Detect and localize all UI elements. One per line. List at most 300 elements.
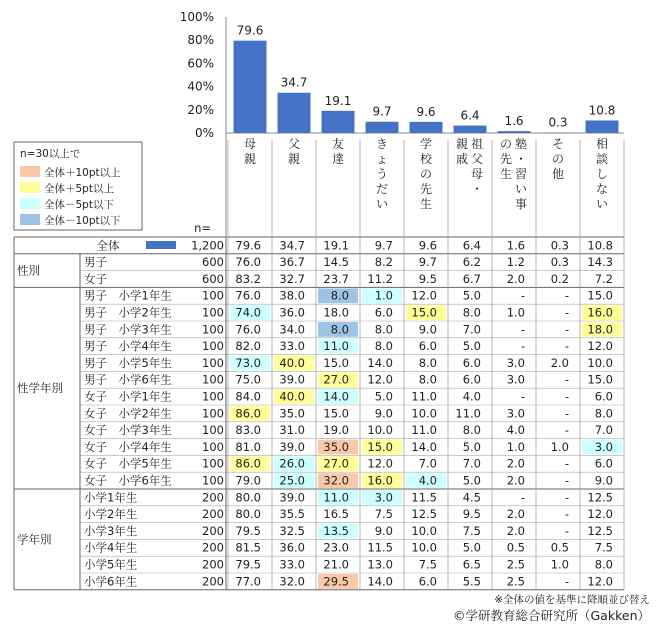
table-cell: 34.7 [279, 238, 305, 253]
table-cell: 14.3 [587, 255, 613, 270]
table-cell: 32.5 [279, 523, 305, 538]
table-n-cell: 100 [202, 288, 224, 303]
table-cell: 7.5 [374, 507, 393, 522]
table-cell: 6.5 [462, 557, 481, 572]
table-cell: 13.5 [323, 523, 349, 538]
column-header-char: い [595, 197, 609, 211]
table-cell: 2.5 [506, 557, 525, 572]
table-cell: 27.0 [323, 456, 349, 471]
table-cell: 0.5 [550, 540, 569, 555]
table-row-label: 女子 小学5年生 [84, 456, 172, 471]
column-header-char: 校 [419, 152, 433, 166]
table-cell: 14.5 [323, 255, 349, 270]
column-header-char: ょ [375, 152, 389, 166]
bar-value-label: 34.7 [280, 75, 308, 90]
column-header-char: い [375, 197, 389, 211]
table-cell: 11.0 [455, 406, 481, 421]
table-row-label: 女子 小学6年生 [84, 473, 172, 488]
table-n-cell: 200 [202, 540, 224, 555]
table-n-cell: 100 [202, 423, 224, 438]
table-cell: 1.0 [550, 439, 569, 454]
table-cell: 1.0 [374, 288, 393, 303]
table-n-cell: 1,200 [191, 238, 224, 253]
table-row-label: 女子 小学1年生 [84, 389, 172, 404]
table-cell: 5.0 [462, 439, 481, 454]
table-n-cell: 100 [202, 305, 224, 320]
group-label: 性別 [17, 263, 40, 278]
table-cell: 15.0 [411, 305, 437, 320]
table-cell: - [564, 389, 569, 404]
table-n-cell: 200 [202, 574, 224, 589]
table-row-label: 女子 小学4年生 [84, 439, 172, 454]
table-cell: 18.0 [323, 305, 349, 320]
table-cell: 83.2 [235, 271, 261, 286]
table-cell: 6.0 [594, 389, 613, 404]
column-header-char: 先 [419, 182, 433, 196]
table-cell: 27.0 [323, 372, 349, 387]
table-cell: 21.0 [323, 557, 349, 572]
table-cell: 5.0 [374, 389, 393, 404]
table-cell: 33.0 [279, 557, 305, 572]
table-cell: 7.5 [462, 523, 481, 538]
table-cell: - [564, 507, 569, 522]
bar-4 [366, 122, 399, 133]
table-row-label: 女子 小学3年生 [84, 423, 172, 438]
table-cell: 76.0 [235, 255, 261, 270]
table-cell: 12.0 [587, 339, 613, 354]
bar-value-label: 1.6 [504, 114, 524, 129]
bar-5 [410, 122, 443, 133]
column-header-char: ・ [470, 182, 484, 196]
table-row-label: 女子 小学2年生 [84, 406, 172, 421]
table-cell: 9.0 [374, 523, 393, 538]
table-cell: 1.0 [506, 439, 525, 454]
legend-title: n=30以上で [20, 148, 81, 160]
table-cell: 73.0 [235, 355, 261, 370]
table-cell: 15.0 [323, 355, 349, 370]
table-cell: 0.5 [506, 540, 525, 555]
table-row-label: 男子 小学3年生 [84, 322, 172, 337]
table-cell: 5.0 [462, 473, 481, 488]
table-cell: 86.0 [235, 406, 261, 421]
y-tick-label: 80% [187, 33, 214, 48]
table-cell: 6.0 [462, 355, 481, 370]
column-header-char: 習 [514, 167, 528, 181]
table-cell: 15.0 [367, 439, 393, 454]
column-header-char: 他 [551, 167, 565, 181]
table-cell: 9.7 [418, 255, 437, 270]
table-cell: 7.5 [594, 540, 613, 555]
table-cell: 3.0 [374, 490, 393, 505]
column-header-char: う [375, 167, 389, 181]
column-header-char: 事 [514, 197, 528, 211]
table-cell: 80.0 [235, 490, 261, 505]
table-cell: 11.2 [367, 271, 393, 286]
table-cell: 12.0 [587, 507, 613, 522]
table-cell: 83.0 [235, 423, 261, 438]
table-n-cell: 100 [202, 389, 224, 404]
footnote: ※全体の値を基準に降順並び替え [494, 593, 650, 606]
table-cell: 8.0 [462, 423, 481, 438]
table-row-label: 小学2年生 [84, 507, 138, 522]
table-cell: - [520, 322, 525, 337]
table-row-label: 男子 小学4年生 [84, 339, 172, 354]
table-cell: 16.5 [323, 507, 349, 522]
table-cell: 82.0 [235, 339, 261, 354]
table-cell: 6.0 [418, 574, 437, 589]
table-cell: - [520, 389, 525, 404]
group-label: 性学年別 [17, 381, 63, 396]
table-row-label: 男子 [84, 255, 107, 270]
bar-value-label: 9.7 [372, 104, 392, 119]
bar-1 [234, 41, 267, 133]
group-label: 学年別 [17, 532, 52, 547]
column-header-char: 戚 [455, 152, 469, 166]
table-cell: 9.7 [374, 238, 393, 253]
table-cell: 4.0 [418, 473, 437, 488]
legend-item-label: 全体－5pt以下 [44, 199, 114, 211]
table-cell: 10.0 [367, 423, 393, 438]
bar-9 [586, 120, 619, 133]
table-cell: 12.0 [367, 456, 393, 471]
table-cell: 7.0 [418, 456, 437, 471]
table-cell: 19.0 [323, 423, 349, 438]
table-cell: 8.0 [330, 288, 349, 303]
table-cell: 1.2 [506, 255, 525, 270]
table-cell: 2.0 [506, 523, 525, 538]
column-header-char: な [595, 182, 609, 196]
table-cell: 39.0 [279, 490, 305, 505]
column-header-char: 親 [243, 152, 257, 166]
y-tick-label: 60% [187, 56, 214, 71]
table-n-cell: 100 [202, 372, 224, 387]
table-cell: 15.0 [587, 372, 613, 387]
table-cell: 10.0 [411, 523, 437, 538]
table-cell: 33.0 [279, 339, 305, 354]
table-cell: 35.0 [279, 406, 305, 421]
table-cell: 9.0 [418, 322, 437, 337]
table-cell: 35.5 [279, 507, 305, 522]
column-header-char: 塾 [514, 137, 528, 151]
bar-6 [454, 126, 487, 133]
table-cell: 10.0 [411, 406, 437, 421]
table-cell: 32.0 [279, 574, 305, 589]
table-cell: 36.7 [279, 255, 305, 270]
table-cell: 2.5 [506, 574, 525, 589]
bar-value-label: 79.6 [236, 23, 264, 38]
column-header-char: の [551, 152, 565, 166]
table-cell: 1.6 [506, 238, 525, 253]
column-header-char: 母 [470, 167, 484, 181]
table-cell: 40.0 [279, 389, 305, 404]
column-header-char: 父 [287, 137, 301, 151]
column-header-char: 先 [499, 152, 513, 166]
table-cell: 79.6 [235, 238, 261, 253]
table-cell: 75.0 [235, 372, 261, 387]
table-n-cell: 100 [202, 439, 224, 454]
table-n-cell: 200 [202, 507, 224, 522]
table-cell: 8.0 [418, 372, 437, 387]
copyright: ©学研教育総合研究所（Gakken） [453, 607, 650, 623]
table-cell: 12.0 [367, 372, 393, 387]
y-tick-label: 20% [187, 102, 214, 117]
table-n-cell: 200 [202, 490, 224, 505]
table-cell: 5.0 [462, 339, 481, 354]
table-cell: 16.0 [367, 473, 393, 488]
column-header-char: 学 [419, 137, 433, 151]
table-cell: 6.0 [374, 305, 393, 320]
column-header-char: 祖 [470, 137, 484, 151]
table-cell: 12.0 [411, 288, 437, 303]
column-header-char: い [514, 182, 528, 196]
column-header-char: 友 [331, 137, 345, 151]
table-n-cell: 100 [202, 355, 224, 370]
table-cell: 8.0 [594, 406, 613, 421]
table-cell: 1.0 [506, 305, 525, 320]
table-cell: 6.7 [462, 271, 481, 286]
table-cell: 76.0 [235, 288, 261, 303]
table-cell: 6.0 [462, 372, 481, 387]
table-cell: 79.5 [235, 557, 261, 572]
bar-value-label: 0.3 [548, 115, 568, 130]
table-cell: 11.5 [411, 490, 437, 505]
table-cell: 18.0 [587, 322, 613, 337]
table-cell: 34.0 [279, 322, 305, 337]
table-cell: 79.0 [235, 473, 261, 488]
table-cell: 2.0 [506, 271, 525, 286]
table-cell: 5.0 [462, 540, 481, 555]
table-cell: - [564, 322, 569, 337]
table-n-cell: 100 [202, 456, 224, 471]
table-cell: 6.0 [594, 456, 613, 471]
table-n-cell: 200 [202, 557, 224, 572]
table-cell: 7.0 [462, 322, 481, 337]
n-label: n= [194, 221, 211, 235]
table-cell: 8.0 [374, 322, 393, 337]
legend-swatch [20, 198, 40, 209]
table-cell: - [564, 305, 569, 320]
column-header-char: 親 [455, 137, 469, 151]
table-n-cell: 100 [202, 339, 224, 354]
table-cell: 23.0 [323, 540, 349, 555]
table-cell: 23.7 [323, 271, 349, 286]
table-cell: 36.0 [279, 540, 305, 555]
table-cell: - [564, 523, 569, 538]
table-cell: 5.0 [462, 288, 481, 303]
column-header-char: 生 [419, 197, 433, 211]
table-cell: 1.0 [550, 557, 569, 572]
table-cell: 35.0 [323, 439, 349, 454]
table-cell: 9.5 [462, 507, 481, 522]
legend-swatch [20, 214, 40, 225]
table-cell: 74.0 [235, 305, 261, 320]
legend-item-label: 全体＋10pt以上 [44, 167, 121, 179]
table-cell: 7.2 [594, 271, 613, 286]
table-cell: 39.0 [279, 439, 305, 454]
table-cell: 10.8 [587, 238, 613, 253]
column-header-char: 相 [595, 137, 609, 151]
legend-item-label: 全体＋5pt以上 [44, 183, 114, 195]
y-tick-label: 40% [187, 79, 214, 94]
table-cell: 6.0 [418, 339, 437, 354]
table-cell: 11.0 [323, 339, 349, 354]
table-cell: 12.0 [587, 574, 613, 589]
table-cell: 11.0 [323, 490, 349, 505]
column-header-char: 達 [331, 152, 345, 166]
total-row-marker [146, 241, 176, 249]
table-cell: 0.3 [550, 255, 569, 270]
table-cell: 79.5 [235, 523, 261, 538]
table-cell: 10.0 [411, 540, 437, 555]
column-header-char: の [419, 167, 433, 181]
table-row-label: 男子 小学1年生 [84, 288, 172, 303]
table-cell: 32.7 [279, 271, 305, 286]
y-tick-label: 100% [179, 10, 214, 24]
table-cell: 12.5 [587, 490, 613, 505]
table-cell: 14.0 [411, 439, 437, 454]
table-cell: 36.0 [279, 305, 305, 320]
table-cell: 9.0 [374, 406, 393, 421]
table-cell: 39.0 [279, 372, 305, 387]
table-row-label: 小学5年生 [84, 557, 138, 572]
table-cell: 15.0 [587, 288, 613, 303]
legend-swatch [20, 182, 40, 193]
table-cell: 2.0 [550, 355, 569, 370]
table-cell: 32.0 [323, 473, 349, 488]
table-cell: 77.0 [235, 574, 261, 589]
table-row-label: 男子 小学2年生 [84, 305, 172, 320]
table-cell: 3.0 [506, 406, 525, 421]
table-cell: - [564, 473, 569, 488]
bar-value-label: 6.4 [460, 108, 480, 123]
table-cell: - [564, 423, 569, 438]
table-cell: 12.5 [587, 523, 613, 538]
column-header-char: 母 [243, 137, 257, 151]
table-cell: 81.5 [235, 540, 261, 555]
table-row-label: 小学4年生 [84, 540, 138, 555]
table-row-label: 男子 小学5年生 [84, 355, 172, 370]
table-cell: 0.3 [550, 238, 569, 253]
table-cell: 29.5 [323, 574, 349, 589]
table-cell: 6.2 [462, 255, 481, 270]
table-cell: 8.0 [594, 557, 613, 572]
table-n-cell: 100 [202, 473, 224, 488]
table-cell: 12.5 [411, 507, 437, 522]
table-cell: 9.6 [418, 238, 437, 253]
table-cell: 31.0 [279, 423, 305, 438]
table-cell: 0.2 [550, 271, 569, 286]
table-cell: - [564, 339, 569, 354]
table-cell: 4.0 [462, 389, 481, 404]
table-cell: - [564, 574, 569, 589]
table-cell: 8.0 [374, 339, 393, 354]
column-header-char: き [375, 137, 389, 151]
table-n-cell: 600 [202, 255, 224, 270]
table-cell: 14.0 [323, 389, 349, 404]
table-cell: 11.5 [367, 540, 393, 555]
column-header-char: 生 [499, 167, 513, 181]
table-cell: 38.0 [279, 288, 305, 303]
table-cell: 3.0 [506, 355, 525, 370]
table-row-label: 男子 小学6年生 [84, 372, 172, 387]
bar-7 [498, 131, 531, 133]
column-header-char: し [595, 167, 609, 181]
table-cell: 13.0 [367, 557, 393, 572]
table-cell: 76.0 [235, 322, 261, 337]
bar-2 [278, 93, 311, 133]
table-cell: 4.0 [506, 423, 525, 438]
legend-item-label: 全体－10pt以下 [44, 215, 121, 227]
table-cell: 11.0 [411, 389, 437, 404]
table-cell: 11.0 [411, 423, 437, 438]
table-cell: 84.0 [235, 389, 261, 404]
legend-swatch [20, 166, 40, 177]
table-cell: - [520, 339, 525, 354]
table-cell: - [564, 456, 569, 471]
table-row-label: 女子 [84, 271, 107, 286]
column-header-char: 親 [287, 152, 301, 166]
table-cell: 8.0 [418, 355, 437, 370]
table-cell: 40.0 [279, 355, 305, 370]
table-cell: 8.2 [374, 255, 393, 270]
table-n-cell: 100 [202, 322, 224, 337]
table-cell: 9.0 [594, 473, 613, 488]
table-cell: - [520, 490, 525, 505]
table-cell: 4.5 [462, 490, 481, 505]
column-header-char: 父 [470, 152, 484, 166]
table-cell: 15.0 [323, 406, 349, 421]
table-cell: 6.4 [462, 238, 481, 253]
y-tick-label: 0% [194, 126, 214, 140]
table-cell: 7.0 [462, 456, 481, 471]
table-cell: 86.0 [235, 456, 261, 471]
column-header-char: だ [375, 182, 389, 196]
table-n-cell: 100 [202, 406, 224, 421]
table-cell: 7.0 [594, 423, 613, 438]
table-cell: - [564, 288, 569, 303]
table-cell: 9.5 [418, 271, 437, 286]
table-row-label: 小学3年生 [84, 523, 138, 538]
table-n-cell: 600 [202, 271, 224, 286]
table-cell: 25.0 [279, 473, 305, 488]
table-cell: 3.0 [594, 439, 613, 454]
bar-value-label: 10.8 [588, 103, 616, 118]
table-cell: - [520, 288, 525, 303]
column-header-char: の [499, 137, 513, 151]
table-cell: 81.0 [235, 439, 261, 454]
table-cell: - [564, 490, 569, 505]
table-cell: 8.0 [462, 305, 481, 320]
table-cell: 19.1 [323, 238, 349, 253]
table-cell: 14.0 [367, 355, 393, 370]
table-cell: - [564, 372, 569, 387]
column-header-char: そ [551, 137, 565, 151]
table-row-label: 小学6年生 [84, 574, 138, 589]
table-cell: 7.5 [418, 557, 437, 572]
table-cell: 8.0 [330, 322, 349, 337]
table-cell: 26.0 [279, 456, 305, 471]
table-cell: 2.0 [506, 473, 525, 488]
table-row-label: 小学1年生 [84, 490, 138, 505]
bar-value-label: 9.6 [416, 104, 436, 119]
table-cell: 2.0 [506, 456, 525, 471]
table-cell: 16.0 [587, 305, 613, 320]
table-cell: 5.5 [462, 574, 481, 589]
table-n-cell: 200 [202, 523, 224, 538]
column-header-char: ・ [514, 152, 528, 166]
total-row-label: 全体 [96, 238, 120, 253]
table-cell: 3.0 [506, 372, 525, 387]
